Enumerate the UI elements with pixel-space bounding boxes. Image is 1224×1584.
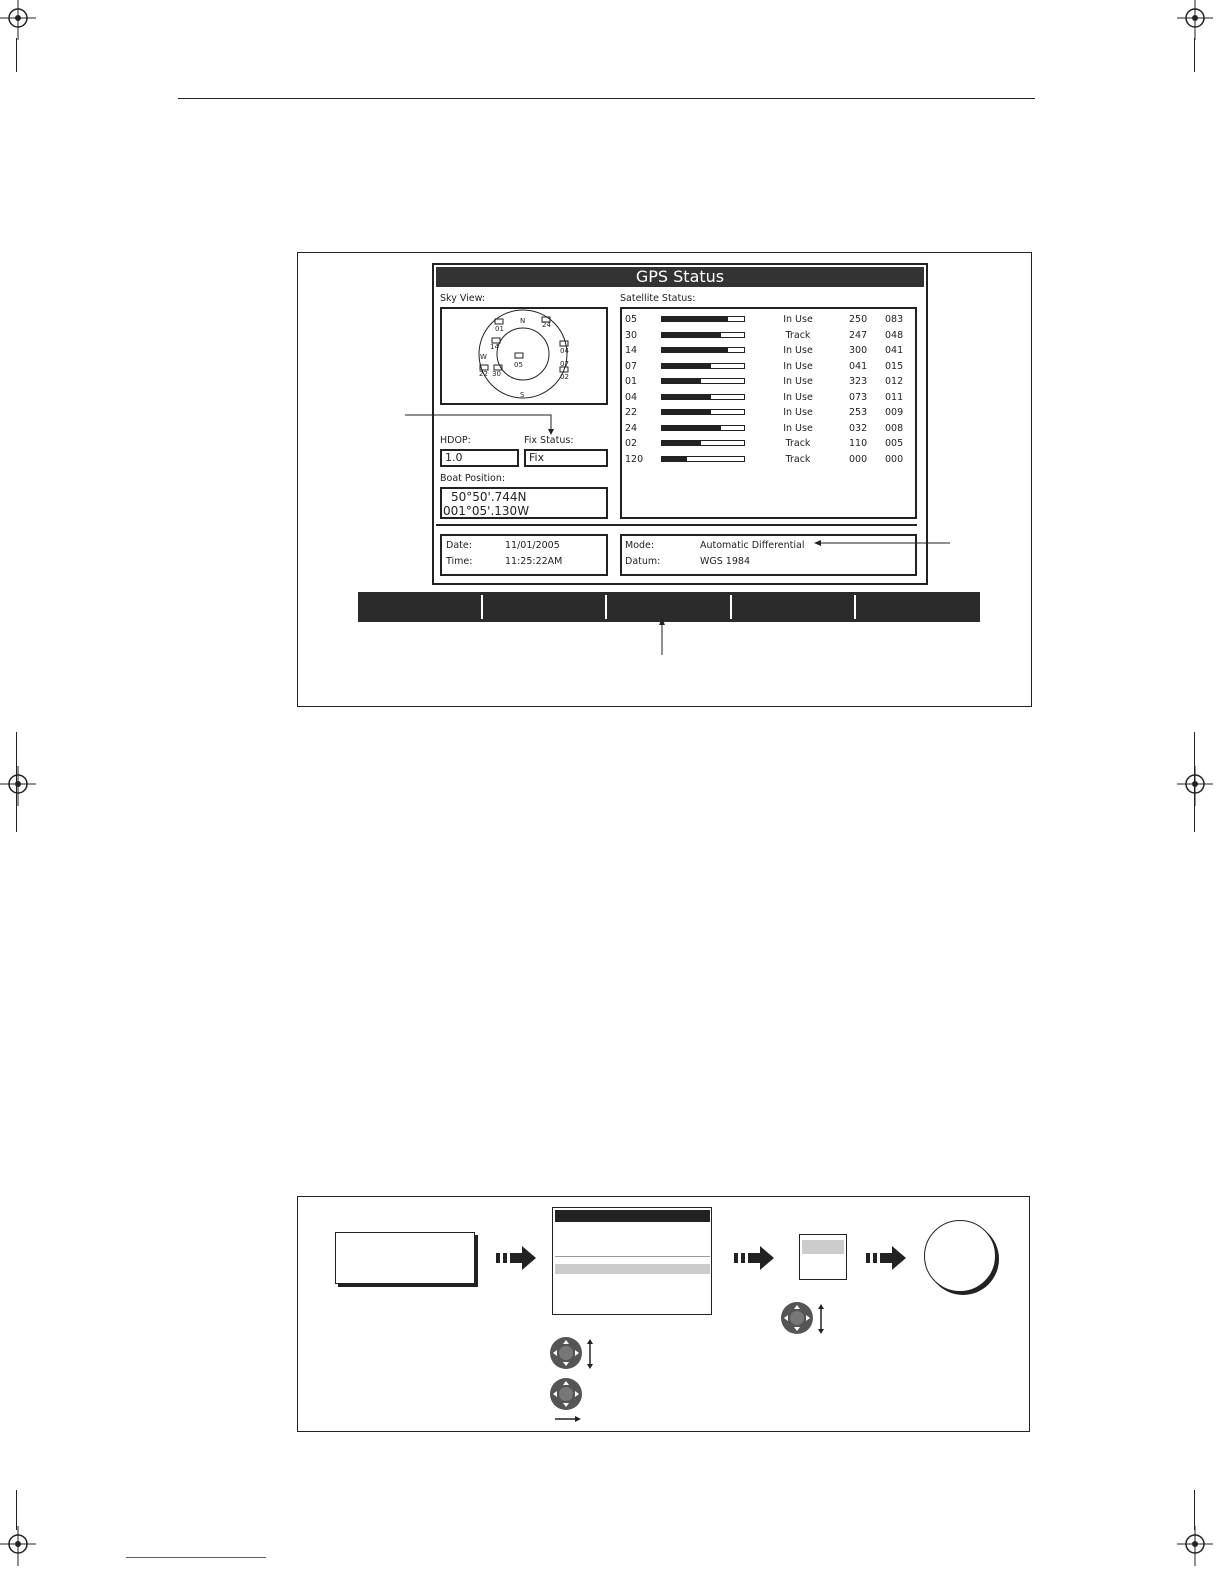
signal-bar-fill <box>662 364 711 368</box>
satellite-elevation: 012 <box>885 376 904 387</box>
trim-line <box>16 38 17 72</box>
sky-sat-label: 07 <box>560 360 569 368</box>
sky-sat-label: 05 <box>514 361 523 369</box>
signal-bar <box>661 363 745 369</box>
signal-bar-fill <box>662 317 728 321</box>
satellite-status: In Use <box>783 407 813 418</box>
sky-south-label: S <box>520 391 525 399</box>
signal-bar-fill <box>662 348 728 352</box>
rotary-control-graphic <box>924 1220 996 1292</box>
satellite-id: 120 <box>625 453 644 465</box>
satellite-status: Track <box>785 438 811 449</box>
satellite-id: 01 <box>625 376 638 387</box>
double-arrow-icon <box>496 1245 540 1271</box>
signal-bar <box>661 378 745 384</box>
sky-west-label: W <box>480 353 487 361</box>
fix-status-label: Fix Status: <box>524 435 574 446</box>
date-value: 11/01/2005 <box>505 540 560 551</box>
satellite-id: 07 <box>625 360 638 372</box>
satellite-id: 30 <box>625 329 638 341</box>
mode-label: Mode: <box>625 540 655 551</box>
registration-mark-icon <box>1177 1526 1217 1566</box>
trim-line <box>16 732 17 832</box>
date-label: Date: <box>446 540 472 551</box>
satellite-azimuth: 041 <box>849 360 868 372</box>
satellite-id: 02 <box>625 438 638 449</box>
signal-bar <box>661 347 745 353</box>
trim-line <box>1194 1490 1195 1530</box>
satellite-status: Track <box>785 453 811 465</box>
sky-sat-label: 14 <box>490 343 499 351</box>
satellite-status: In Use <box>783 345 813 356</box>
menu-separator <box>555 1256 710 1257</box>
satellite-status: In Use <box>783 422 813 434</box>
signal-bar <box>661 332 745 338</box>
time-value: 11:25:22AM <box>505 556 563 567</box>
satellite-elevation: 011 <box>885 391 904 403</box>
registration-mark-icon <box>1177 766 1217 806</box>
satellite-elevation: 005 <box>885 438 904 449</box>
time-label: Time: <box>446 556 473 567</box>
satellite-status: Track <box>785 329 811 341</box>
sky-sat-label: 02 <box>560 373 569 381</box>
page-header-rule <box>178 98 1035 99</box>
datum-value: WGS 1984 <box>700 556 750 567</box>
satellite-id: 24 <box>625 422 638 434</box>
dpad-icon <box>780 1301 830 1337</box>
key-button-graphic <box>335 1232 475 1284</box>
satellite-id: 22 <box>625 407 638 418</box>
sky-sat-label: 30 <box>492 370 501 378</box>
callout-arrows <box>400 405 960 660</box>
signal-bar-fill <box>662 379 701 383</box>
dpad-icon <box>549 1377 589 1425</box>
satellite-elevation: 041 <box>885 345 904 356</box>
satellite-status: In Use <box>783 314 813 325</box>
sky-view-label: Sky View: <box>440 293 486 304</box>
registration-mark-icon <box>0 0 40 40</box>
boat-position-lon: 001°05'.130W <box>443 504 530 518</box>
datum-label: Datum: <box>625 556 661 567</box>
satellite-status: In Use <box>783 391 813 403</box>
satellite-azimuth: 323 <box>849 376 868 387</box>
fix-status-field: Fix <box>524 449 608 467</box>
satellite-azimuth: 253 <box>849 407 868 418</box>
satellite-azimuth: 000 <box>849 453 868 465</box>
double-arrow-icon <box>866 1245 910 1271</box>
satellite-azimuth: 250 <box>849 314 868 325</box>
menu-graphic <box>552 1207 712 1315</box>
satellite-azimuth: 073 <box>849 391 868 403</box>
satellite-azimuth: 300 <box>849 345 868 356</box>
sky-north-label: N <box>520 317 526 325</box>
satellite-azimuth: 032 <box>849 422 868 434</box>
signal-bar-fill <box>662 395 711 399</box>
dpad-icon <box>549 1336 599 1372</box>
satellite-status: In Use <box>783 360 813 372</box>
satellite-elevation: 083 <box>885 314 904 325</box>
sky-sat-label: 24 <box>542 321 551 329</box>
satellite-elevation: 009 <box>885 407 904 418</box>
sky-sat-label: 04 <box>560 347 569 355</box>
satellite-elevation: 000 <box>885 453 904 465</box>
signal-bar <box>661 316 745 322</box>
sky-view-plot <box>442 309 606 403</box>
signal-bar <box>661 394 745 400</box>
sky-sat-label: 22 <box>479 370 488 378</box>
satellite-status-label: Satellite Status: <box>620 293 696 304</box>
mode-value: Automatic Differential <box>700 540 805 551</box>
satellite-azimuth: 110 <box>849 438 868 449</box>
registration-mark-icon <box>1177 0 1217 40</box>
footer-link-underline <box>126 1557 266 1558</box>
menu-highlight <box>555 1264 710 1274</box>
signal-bar-fill <box>662 333 721 337</box>
satellite-elevation: 008 <box>885 422 904 434</box>
hdop-label: HDOP: <box>440 435 471 446</box>
satellite-status: In Use <box>783 376 813 387</box>
satellite-id: 14 <box>625 345 638 356</box>
hdop-field: 1.0 <box>440 449 519 467</box>
satellite-id: 04 <box>625 391 638 403</box>
page-title: GPS Status <box>436 267 924 287</box>
satellite-azimuth: 247 <box>849 329 868 341</box>
satellite-elevation: 048 <box>885 329 904 341</box>
boat-position-lat: 50°50'.744N <box>451 490 527 504</box>
trim-line <box>16 1490 17 1530</box>
boat-position-label: Boat Position: <box>440 473 506 484</box>
submenu-highlight <box>802 1240 844 1254</box>
registration-mark-icon <box>0 1526 40 1566</box>
satellite-id: 05 <box>625 314 638 325</box>
sky-sat-label: 01 <box>495 325 504 333</box>
trim-line <box>1194 732 1195 832</box>
menu-title-bar <box>555 1210 710 1222</box>
registration-mark-icon <box>0 766 40 806</box>
trim-line <box>1194 38 1195 72</box>
double-arrow-icon <box>734 1245 778 1271</box>
satellite-elevation: 015 <box>885 360 904 372</box>
